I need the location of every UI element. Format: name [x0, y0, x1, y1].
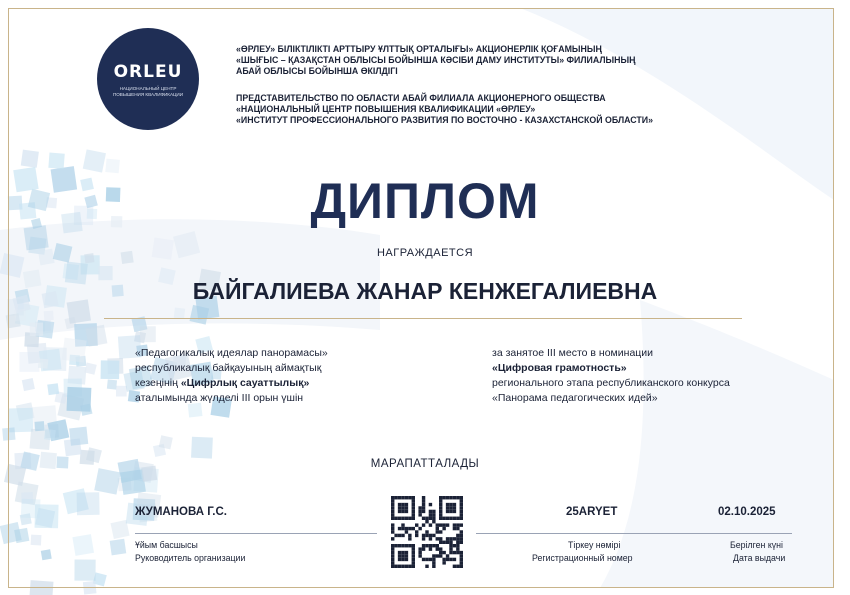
header-ru-line-2: «НАЦИОНАЛЬНЫЙ ЦЕНТР ПОВЫШЕНИЯ КВАЛИФИКАЦИИ «ӨРЛЕУ»	[236, 104, 536, 114]
diploma-title: ДИПЛОМ	[310, 173, 540, 229]
reg-label-kz: Тіркеу нөмірі	[568, 540, 621, 550]
kz-text-line-4: аталымында жүлделі III орын үшін	[135, 392, 304, 404]
orleu-logo	[97, 28, 199, 130]
header-kz-line-3: АБАЙ ОБЛЫСЫ БОЙЫНША ӨКІЛДІГІ	[236, 66, 398, 76]
logo-subtitle-2: ПОВЫШЕНИЯ КВАЛИФИКАЦИИ	[112, 92, 184, 97]
logo-subtitle-1: НАЦИОНАЛЬНЫЙ ЦЕНТР	[119, 86, 177, 91]
issue-date: 02.10.2025	[718, 506, 776, 518]
kz-text-line-3	[135, 376, 309, 391]
date-label-ru: Дата выдачи	[733, 553, 786, 563]
kz-text-line-3-prefix: кезеңінің	[135, 377, 181, 389]
header-kz-line-1: «ӨРЛЕУ» БІЛІКТІЛІКТІ АРТТЫРУ ҰЛТТЫҚ ОРТАЛЫҒЫ» АКЦИОНЕРЛІК ҚОҒАМЫНЫҢ	[236, 44, 602, 54]
date-label-kz: Берілген күні	[730, 540, 783, 550]
header-ru-line-3: «ИНСТИТУТ ПРОФЕССИОНАЛЬНОГО РАЗВИТИЯ ПО ВОСТОЧНО - КАЗАХСТАНСКОЙ ОБЛАСТИ»	[236, 115, 653, 125]
head-label-kz: Ұйым басшысы	[135, 540, 198, 550]
logo-wordmark: ORLEU	[113, 62, 183, 82]
ru-text-line-3: регионального этапа республиканского конкурса	[492, 377, 730, 389]
gold-divider	[104, 318, 742, 319]
honored-label: МАРАПАТТАЛАДЫ	[370, 458, 480, 470]
signatory-name: ЖУМАНОВА Г.С.	[135, 506, 227, 518]
registration-line	[476, 533, 792, 534]
ru-nomination-name: «Цифровая грамотность»	[492, 362, 627, 374]
recipient-name: БАЙГАЛИЕВА ЖАНАР КЕНЖЕГАЛИЕВНА	[192, 278, 658, 304]
kz-text-line-1: «Педагогикалық идеялар панорамасы»	[135, 347, 328, 359]
header-ru-line-1: ПРЕДСТАВИТЕЛЬСТВО ПО ОБЛАСТИ АБАЙ ФИЛИАЛА АКЦИОНЕРНОГО ОБЩЕСТВА	[236, 93, 606, 103]
signature-line	[135, 533, 377, 534]
reg-label-ru: Регистрационный номер	[532, 553, 633, 563]
registration-number: 25ARYET	[566, 506, 618, 518]
qr-code	[391, 496, 463, 568]
awarded-label: НАГРАЖДАЕТСЯ	[376, 247, 474, 259]
kz-text-line-2: республикалық байқауының аймақтық	[135, 362, 322, 374]
ru-text-line-1: за занятое III место в номинации	[492, 347, 654, 359]
ru-text-line-4: «Панорама педагогических идей»	[492, 392, 658, 404]
head-label-ru: Руководитель организации	[135, 553, 246, 563]
header-kz-line-2: «ШЫҒЫС – ҚАЗАҚСТАН ОБЛЫСЫ БОЙЫНША КӘСІБИ ДАМУ ИНСТИТУТЫ» ФИЛИАЛЫНЫҢ	[236, 55, 636, 65]
kz-nomination-name: «Цифрлық сауаттылық»	[180, 377, 310, 389]
